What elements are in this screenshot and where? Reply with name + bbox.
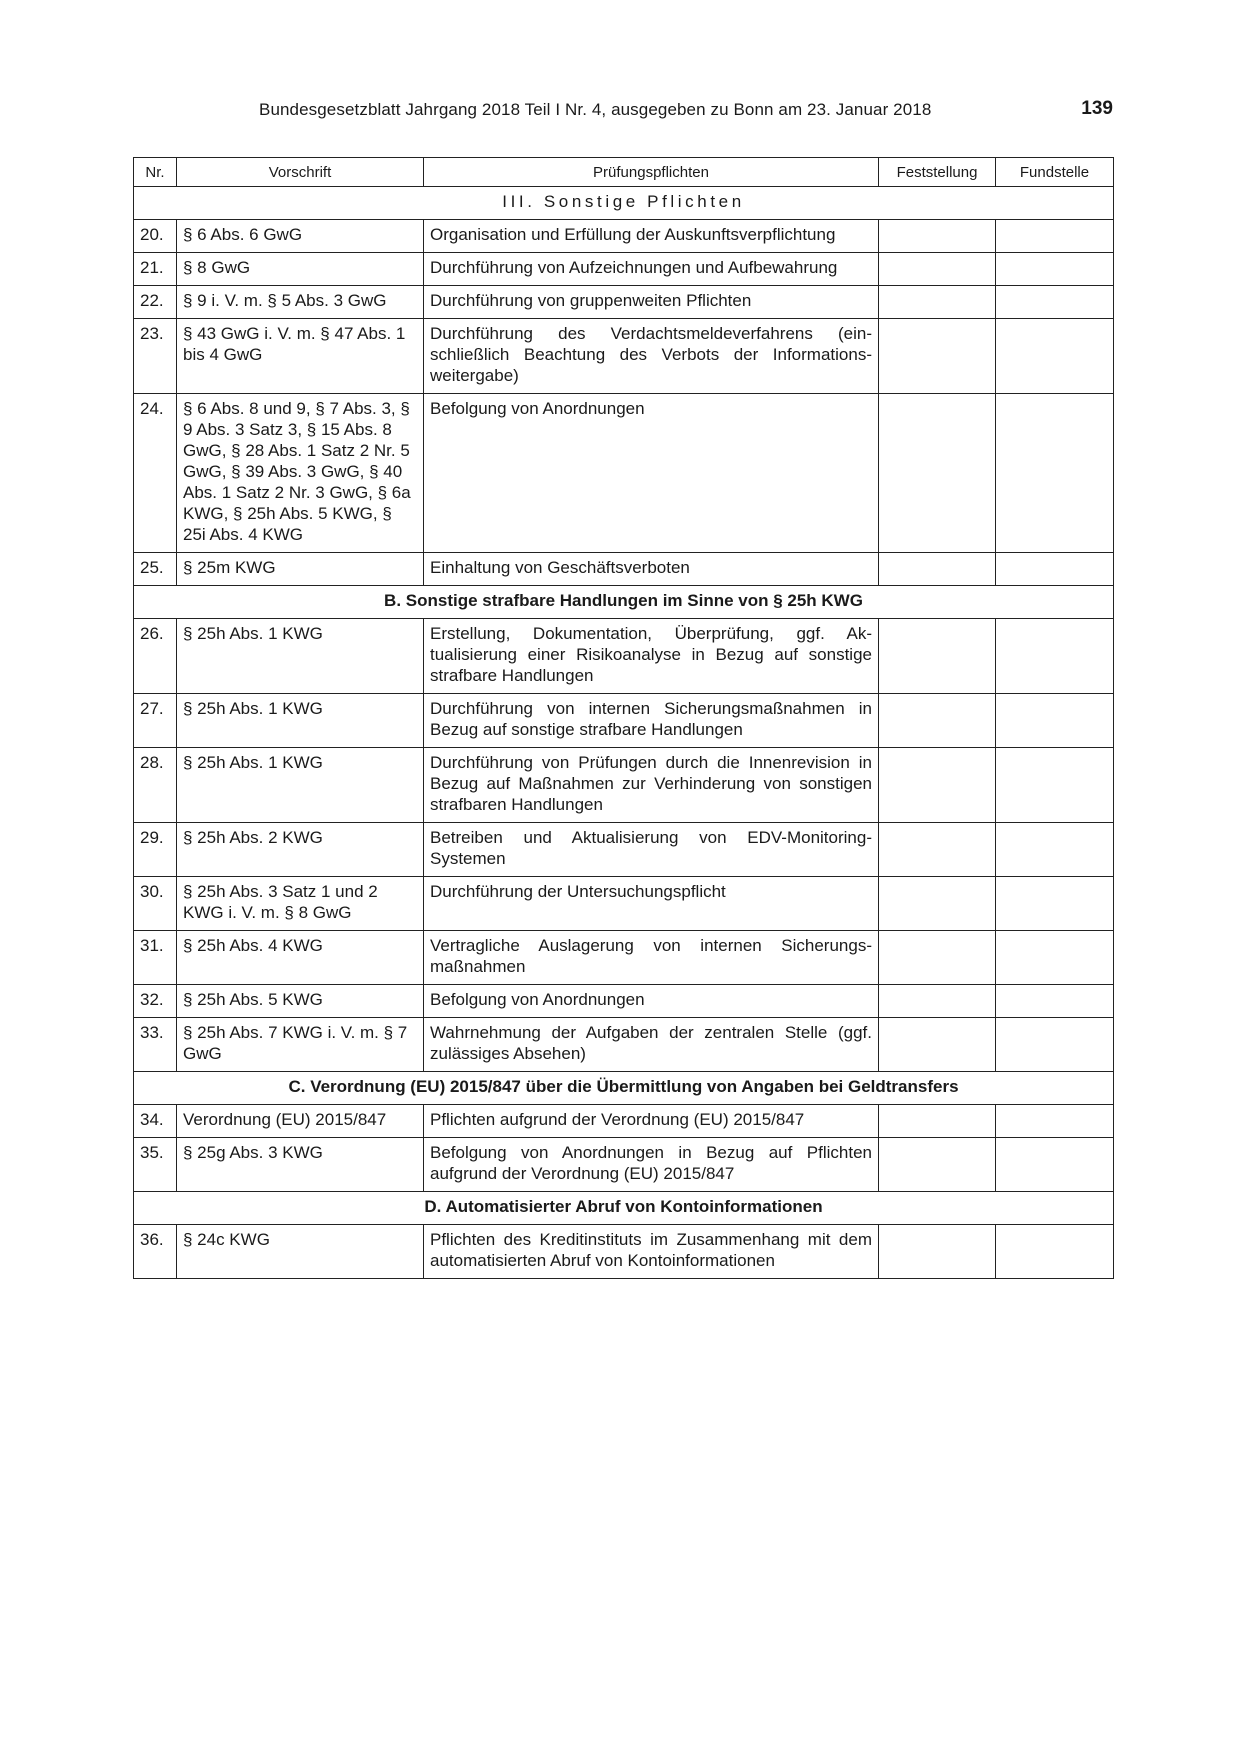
table-row (134, 286, 1114, 319)
pruefungspflicht-cell: Erstellung, Dokumentation, Überprüfung, ggf. Aktualisierung einer Risikoanalyse in Bezug auf sonstige strafbare Handlungen (424, 619, 879, 694)
vorschrift-cell: § 25h Abs. 1 KWG (177, 748, 424, 823)
section-heading: D. Automatisierter Abruf von Kontoinformationen (134, 1192, 1114, 1225)
vorschrift-cell: § 25h Abs. 1 KWG (177, 694, 424, 748)
vorschrift-cell: § 25g Abs. 3 KWG (177, 1138, 424, 1192)
vorschrift-cell: § 6 Abs. 8 und 9, § 7 Abs. 3, § 9 Abs. 3 Satz 3, § 15 Abs. 8 GwG, § 28 Abs. 1 Satz 2 Nr. 5 GwG, § 39 Abs. 3 GwG, § 40 Abs. 1 Satz 2 Nr. 3 GwG, § 6a KWG, § 25h Abs. 5 KWG, § 25i Abs. 4 KWG (177, 394, 424, 553)
row-number-cell: 33. (134, 1018, 177, 1072)
table-row (134, 319, 1114, 394)
row-number-cell: 24. (134, 394, 177, 553)
table-row (134, 220, 1114, 253)
table-row (134, 253, 1114, 286)
section-heading-row (134, 1072, 1114, 1105)
row-number-cell: 29. (134, 823, 177, 877)
fundstelle-cell (996, 748, 1114, 823)
feststellung-cell (879, 1138, 996, 1192)
table-row (134, 1225, 1114, 1279)
fundstelle-cell (996, 619, 1114, 694)
page-header (0, 100, 1241, 126)
row-number-cell: 34. (134, 1105, 177, 1138)
feststellung-cell (879, 748, 996, 823)
pruefungspflicht-cell: Organisation und Erfüllung der Auskunftsverpflichtung (424, 220, 879, 253)
pruefungspflicht-cell: Vertragliche Auslagerung von internen Sicherungsmaßnahmen (424, 931, 879, 985)
pruefungspflicht-cell: Durchführung des Verdachtsmeldeverfahrens (einschließlich Beachtung des Verbots der Informationsweitergabe) (424, 319, 879, 394)
row-number-cell: 27. (134, 694, 177, 748)
feststellung-cell (879, 1018, 996, 1072)
fundstelle-cell (996, 394, 1114, 553)
feststellung-cell (879, 394, 996, 553)
pruefungspflicht-cell: Pflichten des Kreditinstituts im Zusammenhang mit dem automatisierten Abruf von Kontoinformationen (424, 1225, 879, 1279)
feststellung-cell (879, 1225, 996, 1279)
vorschrift-cell: § 6 Abs. 6 GwG (177, 220, 424, 253)
column-header-fundstelle: Fundstelle (996, 158, 1114, 187)
fundstelle-cell (996, 220, 1114, 253)
pruefungspflicht-cell: Befolgung von Anordnungen (424, 394, 879, 553)
table-row (134, 931, 1114, 985)
feststellung-cell (879, 253, 996, 286)
table-body (134, 187, 1114, 1279)
row-number-cell: 30. (134, 877, 177, 931)
fundstelle-cell (996, 319, 1114, 394)
fundstelle-cell (996, 1018, 1114, 1072)
pruefungspflicht-cell: Durchführung von gruppenweiten Pflichten (424, 286, 879, 319)
row-number-cell: 26. (134, 619, 177, 694)
table-row (134, 694, 1114, 748)
row-number-cell: 22. (134, 286, 177, 319)
feststellung-cell (879, 1105, 996, 1138)
vorschrift-cell: § 25h Abs. 4 KWG (177, 931, 424, 985)
column-header-feststellung: Feststellung (879, 158, 996, 187)
fundstelle-cell (996, 1138, 1114, 1192)
section-heading: B. Sonstige strafbare Handlungen im Sinne von § 25h KWG (134, 586, 1114, 619)
pruefungspflicht-cell: Einhaltung von Geschäftsverboten (424, 553, 879, 586)
row-number-cell: 32. (134, 985, 177, 1018)
feststellung-cell (879, 220, 996, 253)
feststellung-cell (879, 985, 996, 1018)
table-header-row (134, 158, 1114, 187)
table-row (134, 748, 1114, 823)
pruefungspflicht-cell: Befolgung von Anordnungen in Bezug auf Pflichten aufgrund der Verordnung (EU) 2015/847 (424, 1138, 879, 1192)
vorschrift-cell: § 25h Abs. 2 KWG (177, 823, 424, 877)
pruefungspflicht-cell: Pflichten aufgrund der Verordnung (EU) 2015/847 (424, 1105, 879, 1138)
table-row (134, 553, 1114, 586)
table-row (134, 823, 1114, 877)
row-number-cell: 21. (134, 253, 177, 286)
pruefungspflicht-cell: Wahrnehmung der Aufgaben der zentralen Stelle (ggf. zulässiges Absehen) (424, 1018, 879, 1072)
pruefungspflicht-cell: Befolgung von Anordnungen (424, 985, 879, 1018)
table-row (134, 1018, 1114, 1072)
fundstelle-cell (996, 694, 1114, 748)
row-number-cell: 35. (134, 1138, 177, 1192)
fundstelle-cell (996, 1225, 1114, 1279)
pruefungspflicht-cell: Durchführung der Untersuchungspflicht (424, 877, 879, 931)
feststellung-cell (879, 694, 996, 748)
regulation-table (133, 157, 1114, 1279)
row-number-cell: 28. (134, 748, 177, 823)
pruefungspflicht-cell: Durchführung von Prüfungen durch die Innenrevision in Bezug auf Maßnahmen zur Verhinderung von sonstigen strafbaren Handlungen (424, 748, 879, 823)
feststellung-cell (879, 931, 996, 985)
fundstelle-cell (996, 985, 1114, 1018)
fundstelle-cell (996, 823, 1114, 877)
section-heading-row (134, 187, 1114, 220)
vorschrift-cell: § 25m KWG (177, 553, 424, 586)
vorschrift-cell: § 25h Abs. 5 KWG (177, 985, 424, 1018)
fundstelle-cell (996, 931, 1114, 985)
feststellung-cell (879, 619, 996, 694)
column-header-vorschrift: Vorschrift (177, 158, 424, 187)
vorschrift-cell: Verordnung (EU) 2015/847 (177, 1105, 424, 1138)
pruefungspflicht-cell: Durchführung von internen Sicherungsmaßnahmen in Bezug auf sonstige strafbare Handlungen (424, 694, 879, 748)
feststellung-cell (879, 823, 996, 877)
row-number-cell: 36. (134, 1225, 177, 1279)
vorschrift-cell: § 25h Abs. 7 KWG i. V. m. § 7 GwG (177, 1018, 424, 1072)
row-number-cell: 25. (134, 553, 177, 586)
feststellung-cell (879, 286, 996, 319)
section-heading: C. Verordnung (EU) 2015/847 über die Übermittlung von Angaben bei Geldtransfers (134, 1072, 1114, 1105)
table-row (134, 1138, 1114, 1192)
page-number: 139 (1081, 98, 1113, 119)
feststellung-cell (879, 553, 996, 586)
table-row (134, 394, 1114, 553)
column-header-pruefungspflichten: Prüfungspflichten (424, 158, 879, 187)
section-heading: III. Sonstige Pflichten (134, 187, 1114, 220)
vorschrift-cell: § 9 i. V. m. § 5 Abs. 3 GwG (177, 286, 424, 319)
row-number-cell: 31. (134, 931, 177, 985)
fundstelle-cell (996, 286, 1114, 319)
fundstelle-cell (996, 553, 1114, 586)
fundstelle-cell (996, 253, 1114, 286)
fundstelle-cell (996, 1105, 1114, 1138)
feststellung-cell (879, 319, 996, 394)
feststellung-cell (879, 877, 996, 931)
table-row (134, 1105, 1114, 1138)
table-row (134, 985, 1114, 1018)
vorschrift-cell: § 8 GwG (177, 253, 424, 286)
fundstelle-cell (996, 877, 1114, 931)
row-number-cell: 23. (134, 319, 177, 394)
table-row (134, 877, 1114, 931)
running-title: Bundesgesetzblatt Jahrgang 2018 Teil I Nr. 4, ausgegeben zu Bonn am 23. Januar 2018 (259, 100, 932, 119)
table-row (134, 619, 1114, 694)
vorschrift-cell: § 25h Abs. 3 Satz 1 und 2 KWG i. V. m. § 8 GwG (177, 877, 424, 931)
section-heading-row (134, 586, 1114, 619)
section-heading-row (134, 1192, 1114, 1225)
vorschrift-cell: § 43 GwG i. V. m. § 47 Abs. 1 bis 4 GwG (177, 319, 424, 394)
pruefungspflicht-cell: Durchführung von Aufzeichnungen und Aufbewahrung (424, 253, 879, 286)
row-number-cell: 20. (134, 220, 177, 253)
column-header-nr: Nr. (134, 158, 177, 187)
pruefungspflicht-cell: Betreiben und Aktualisierung von EDV-Monitoring-Systemen (424, 823, 879, 877)
vorschrift-cell: § 25h Abs. 1 KWG (177, 619, 424, 694)
vorschrift-cell: § 24c KWG (177, 1225, 424, 1279)
